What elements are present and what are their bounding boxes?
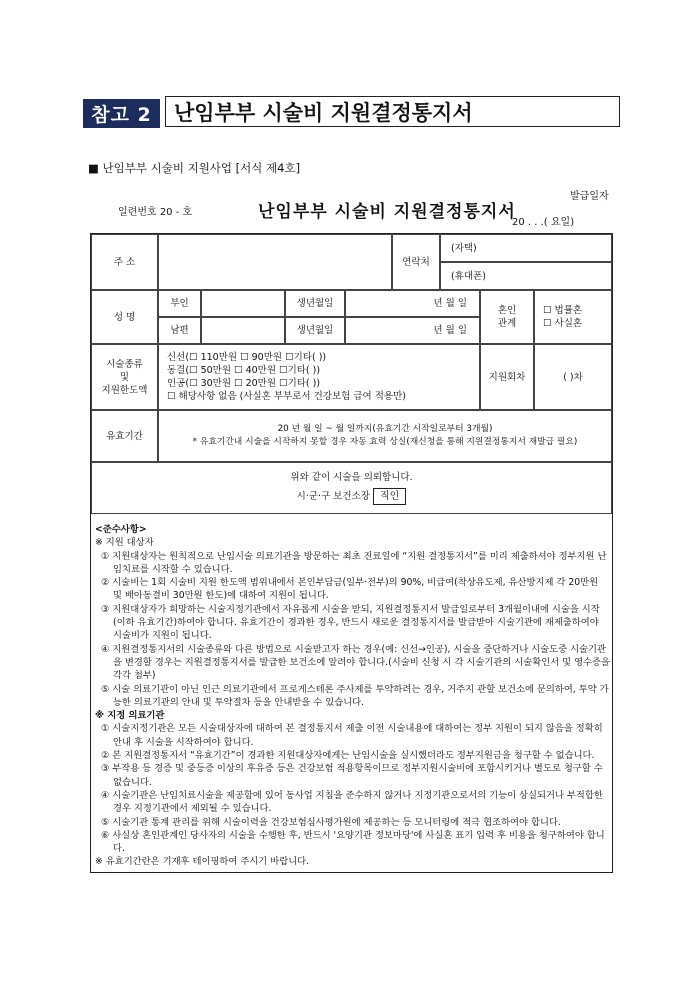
notes-title: <준수사항> <box>95 524 147 535</box>
none-option[interactable]: ☐ 해당사항 없음 (사실혼 부부로서 건강보험 급여 적용만) <box>167 391 406 402</box>
validity-period: 20 년 월 일 ~ 월 일까지(유효기간 시작일로부터 3개월) <box>277 424 493 434</box>
wife-dob: 년 월 일 <box>345 290 480 317</box>
wife-name <box>201 290 285 317</box>
support-count-value: ( )차 <box>534 344 612 410</box>
list-item: ③ 부작용 등 경증 및 중등증 이상의 후유증 등은 건강보험 적용항목이므로 정부지원시술비에 포함시키거나 별도로 청구할 수 없습니다. <box>101 763 603 788</box>
procedure-label: 시술종류 및 지원한도액 <box>91 344 158 410</box>
husband-label: 남편 <box>158 317 201 344</box>
marriage-type <box>534 290 612 344</box>
de-facto-marriage-checkbox[interactable]: ☐ 사실혼 <box>543 318 583 329</box>
procedure-options <box>158 344 480 410</box>
address-label: 주 소 <box>91 234 158 290</box>
contact-label: 연락처 <box>392 234 440 290</box>
compliance-notes <box>95 523 610 869</box>
target-heading: ※ 지원 대상자 <box>95 537 154 549</box>
list-item: ④ 지원결정통지서의 시술종류와 다른 방법으로 시술받고자 하는 경우(예: 신선→인공), 시술을 중단하거나 시술도중 시술기관을 변경할 경우는 지원결정통지서를 발급한 보건소에 알려야 합니다.(시술비 신청 시 각 시술기관의 시술확인서 및 영수증을 각각 첨부) <box>101 643 610 682</box>
support-count-label: 지원회차 <box>480 344 534 410</box>
page-title: 난임부부 시술비 지원결정통지서 <box>165 96 620 127</box>
husband-name <box>201 317 285 344</box>
request-text: 위와 같이 시술을 의뢰합니다. <box>290 472 413 483</box>
list-item: ① 시술지정기관은 모든 시술대상자에 대하여 본 결정통지서 제출 이전 시술내용에 대하여는 정부 지원이 되지 않음을 정확히 안내 후 시술을 시작하여야 합니다. <box>101 723 603 748</box>
home-phone: (자택) <box>440 234 612 262</box>
iui-option[interactable]: 인공(☐ 30만원 ☐ 20만원 ☐기타( )) <box>167 378 321 389</box>
list-item: ① 지원대상자는 원칙적으로 난임시술 의료기관을 방문하는 최초 진료일에 “지원 결정통지서”를 미리 제출하셔야 정부지원 난임치료를 시작할 수 있습니다. <box>101 550 607 575</box>
request-block <box>91 462 612 514</box>
list-item: ③ 지원대상자가 희망하는 시술지정기관에서 자유롭게 시술을 받되, 지원결정통지서 발급일로부터 3개월이내에 시술을 시작(이하 유효기간)하여야 합니다. 유효기간이 경과한 경우, 반드시 새로운 결정통지서를 발급받아 시술기관에 재제출하여야 시술비가 지원이 됩니다. <box>101 603 600 642</box>
reference-label: 참고 2 <box>83 99 160 128</box>
name-label: 성 명 <box>91 290 158 344</box>
fresh-option[interactable]: 신선(☐ 110만원 ☐ 90만원 ☐기타( )) <box>167 352 327 363</box>
wife-label: 부인 <box>158 290 201 317</box>
list-item: ⑥ 사실상 혼인관계인 당사자의 시술을 수행한 후, 반드시 '요양기관 정보마당'에 사실혼 표기 입력 후 비용을 청구하여야 합니다. <box>101 829 605 855</box>
mobile-phone: (휴대폰) <box>440 262 612 290</box>
husband-dob-label: 생년월일 <box>285 317 345 344</box>
wife-dob-label: 생년월일 <box>285 290 345 317</box>
issue-date-label: 발급일자 <box>570 191 609 202</box>
document-title: 난임부부 시술비 지원결정통지서 <box>258 202 516 222</box>
husband-dob: 년 월 일 <box>345 317 480 344</box>
validity-label: 유효기간 <box>91 410 158 462</box>
list-item: ② 본 지원결정통지서 “유효기간”이 경과한 지원대상자에게는 난임시술을 실시했더라도 정부지원금을 청구할 수 없습니다. <box>101 750 595 762</box>
form-subhead: ■ 난임부부 시술비 지원사업 [서식 제4호] <box>88 161 301 175</box>
official-seal: 직인 <box>373 488 406 505</box>
list-item: ⑤ 시술기관 통계 관리를 위해 시술이력을 건강보험심사평가원에 제공하는 등 모니터링에 적극 협조하여야 합니다. <box>101 816 561 828</box>
list-item: ⑤ 시술 의료기관이 아닌 인근 의료기관에서 프로게스테론 주사제를 투약하려는 경우, 거주지 관할 보건소에 문의하여, 투약 가능한 의료기관의 안내 및 투약절차 등을 안내받을 수 있습니다. <box>101 683 609 708</box>
authority-name: 시·군·구 보건소장 <box>296 491 370 502</box>
institution-heading: ※ 지정 의료기관 <box>95 710 165 722</box>
validity-value <box>158 410 612 462</box>
list-item: ④ 시술기관은 난임치료시술을 제공함에 있어 동사업 지침을 준수하지 않거나 지정기관으로서의 기능이 상실되거나 부적합한 경우 지정기관에서 제외될 수 있습니다. <box>101 789 603 815</box>
footer-note: ※ 유효기간란은 기재후 테이핑하여 주시기 바랍니다. <box>95 856 310 868</box>
issue-date: 20 . . .( 요일) <box>512 217 575 228</box>
legal-marriage-checkbox[interactable]: ☐ 법률혼 <box>543 305 583 316</box>
serial-number: 일련번호 20 - 호 <box>118 207 193 218</box>
address-value <box>158 234 392 290</box>
frozen-option[interactable]: 동결(☐ 50만원 ☐ 40만원 ☐기타( )) <box>167 365 321 376</box>
validity-notice: * 유효기간내 시술을 시작하지 못할 경우 자동 효력 상실(재신청을 통해 지원결정통지서 재발급 필요) <box>192 437 578 447</box>
list-item: ② 시술비는 1회 시술비 지원 한도액 범위내에서 본인부담금(일부·전부)의 90%, 비급여(착상유도제, 유산방지제 각 20만원 및 배아동결비 30만원 한도)에 대하여 지원이 됩니다. <box>101 577 599 602</box>
marriage-label: 혼인 관계 <box>480 290 534 344</box>
